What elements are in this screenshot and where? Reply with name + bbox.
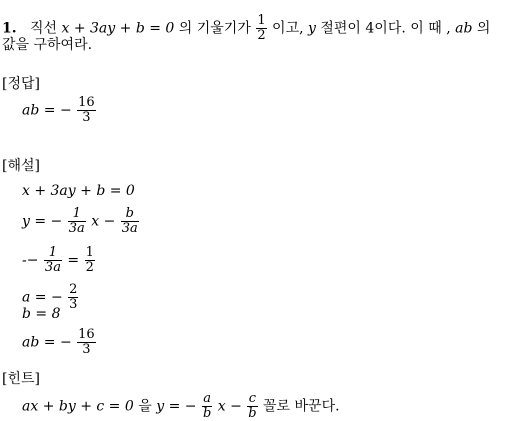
solution-tag: [해설]: [2, 158, 40, 174]
problem-text-slope: 의 기울기가: [178, 20, 251, 37]
solution-line-5: b = 8: [22, 306, 61, 322]
answer-denominator: 3: [82, 110, 91, 125]
solution-line-2-mid: x −: [91, 213, 116, 230]
frac-den: 3a: [121, 221, 138, 236]
frac-num: 1: [68, 207, 86, 222]
answer-fraction: [77, 96, 96, 125]
problem-text-of: 의: [476, 20, 491, 37]
solution-line-6-lhs: ab = −: [22, 334, 72, 351]
problem-text-intercept: 절편이 4이다. 이 때 ,: [320, 20, 451, 37]
slope-fraction: [256, 14, 266, 43]
frac-num: 16: [78, 327, 95, 342]
solution-line-4-frac: [68, 283, 78, 312]
slope-numerator: 1: [257, 13, 266, 28]
problem-y-variable: y: [308, 20, 316, 37]
solution-line-2-frac-2: [121, 207, 139, 236]
hint-mid: x −: [217, 398, 242, 415]
solution-line-4-lhs: a = −: [22, 289, 63, 306]
problem-equation: x + 3ay + b = 0: [61, 20, 175, 37]
hint-tag: [힌트]: [2, 371, 40, 387]
frac-num: 1: [85, 245, 94, 260]
frac-den: 3: [82, 342, 91, 357]
hint-tail: 꼴로 바꾼다.: [263, 398, 340, 415]
problem-target: ab: [455, 20, 473, 37]
solution-line-3-mid: =: [67, 252, 80, 269]
frac-den: b: [202, 406, 212, 421]
solution-line-3: [22, 246, 96, 275]
frac-num: 2: [69, 282, 78, 297]
solution-line-2-frac-1: [68, 207, 86, 236]
problem-text-and: 이고,: [272, 20, 304, 37]
answer-numerator: 16: [78, 95, 95, 110]
answer-lhs: ab = −: [22, 102, 72, 119]
hint-equation: ax + by + c = 0: [22, 398, 134, 415]
solution-line-3-frac-2: [85, 246, 95, 275]
frac-num: c: [248, 391, 257, 406]
frac-den: 3a: [44, 260, 61, 275]
solution-line-2: [22, 207, 140, 236]
frac-num: a: [203, 391, 211, 406]
frac-den: b: [248, 406, 257, 421]
frac-num: b: [121, 207, 139, 222]
hint-line: [22, 392, 340, 421]
solution-line-3-frac-1: [44, 246, 62, 275]
hint-lhs: y = −: [156, 398, 197, 415]
frac-num: 1: [44, 246, 62, 261]
hint-frac-2: [247, 392, 257, 421]
hint-particle: 을: [138, 398, 152, 415]
solution-line-1: x + 3ay + b = 0: [22, 183, 135, 199]
problem-intro: 직선: [29, 20, 58, 37]
solution-line-6-frac: [77, 328, 96, 357]
slope-denominator: 2: [257, 28, 266, 43]
frac-den: 2: [85, 260, 94, 275]
frac-den: 3: [69, 297, 78, 312]
solution-line-6: [22, 328, 97, 357]
problem-number: 1.: [2, 20, 17, 37]
answer-tag: [정답]: [2, 76, 40, 92]
hint-frac-1: [202, 392, 212, 421]
solution-line-3-lhs: -−: [22, 252, 39, 269]
frac-den: 3a: [68, 221, 85, 236]
problem-line-2: 값을 구하여라.: [2, 37, 93, 53]
solution-line-2-lhs: y = −: [22, 213, 63, 230]
answer-line: [22, 96, 97, 125]
